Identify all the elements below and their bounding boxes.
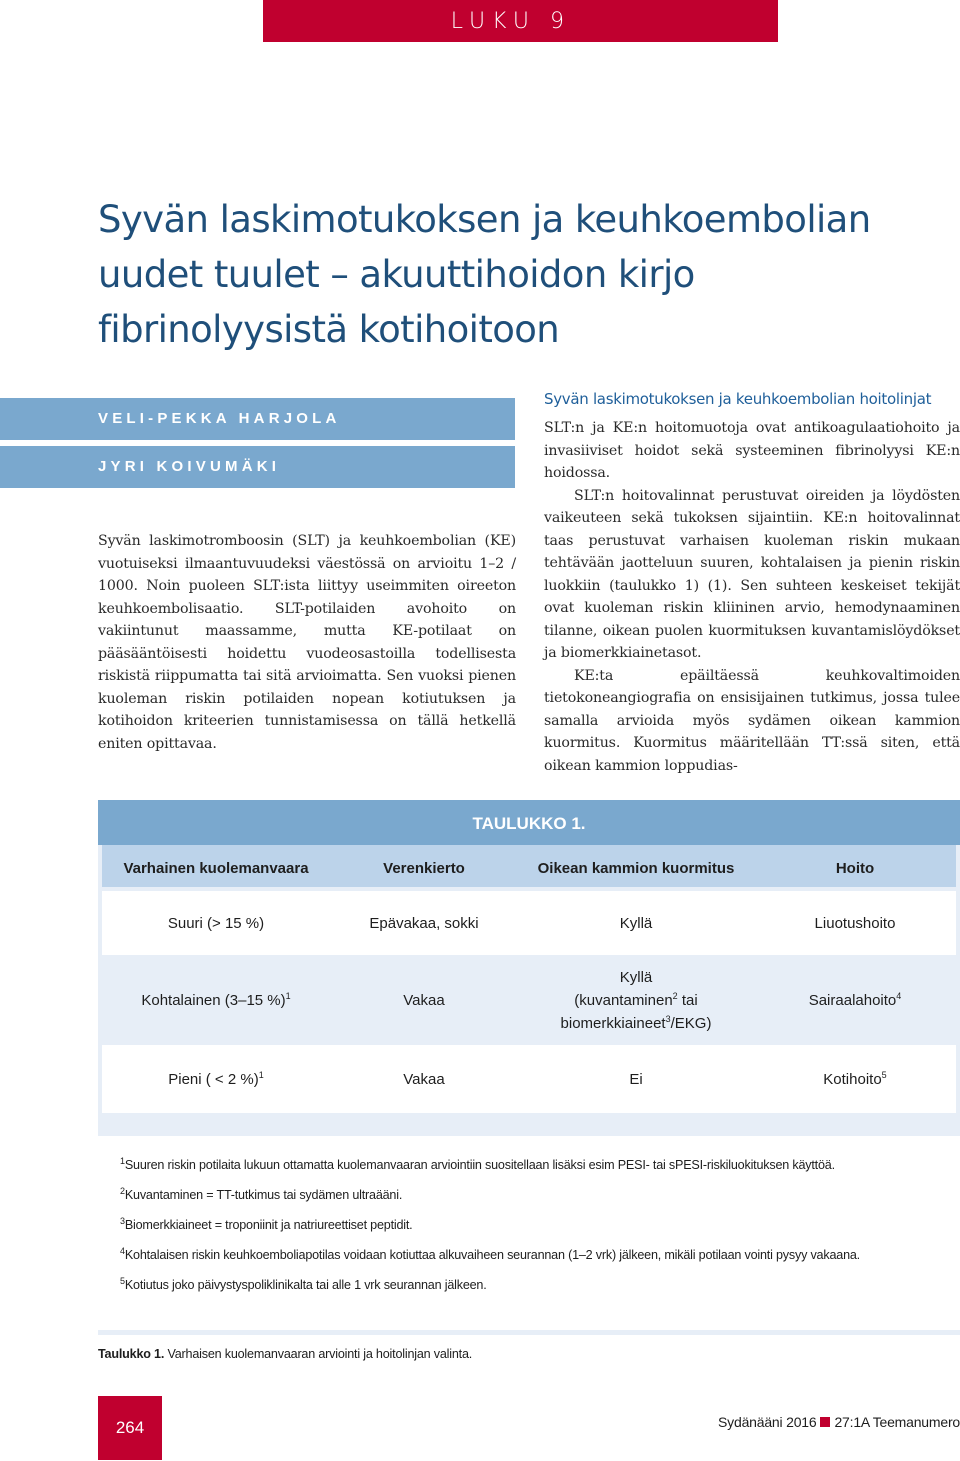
author-bar <box>0 446 515 488</box>
title-line: uudet tuulet – akuuttihoidon kirjo <box>98 253 695 296</box>
table-row <box>102 1045 956 1113</box>
table-footnotes <box>98 1136 960 1330</box>
body-paragraph: SLT:n hoitovalinnat perustuvat oireiden ja löydösten vaikeuteen sekä tukoksen sijaintiin. KE:n hoitovalinnat taas perustuvat varhaisen kuoleman riskin mukaan tehtävään jaotteluun suuren, kohtalaisen ja pienin riskin luokkiin (taulukko 1) (1). Sen suhteen keskeiset tekijät ovat kuoleman riskin kliininen arvio, hemodynaaminen tilanne, oikean puolen kuormituksen kuvantamislöydökset ja biomerkkiainetasot. <box>544 487 960 661</box>
title-line: fibrinolyysistä kotihoitoon <box>98 308 560 351</box>
journal-issue: 27:1A Teemanumero <box>834 1414 960 1430</box>
table-cell-load: Ei <box>629 1071 643 1088</box>
page-number-box <box>98 1396 162 1460</box>
body-paragraph: SLT:n ja KE:n hoitomuotoja ovat antikoagulaatiohoito ja invasiiviset hoidot sekä systeeminen fibrinolyysi KE:n hoidossa. <box>544 420 960 481</box>
table-cell-risk: Pieni ( < 2 %)$^1$ <box>168 1070 264 1088</box>
title-line: Syvän laskimotukoksen ja keuhkoembolian <box>98 198 871 241</box>
chapter-label: LUKU 9 <box>450 9 571 34</box>
table-cell-circulation: Epävakaa, sokki <box>369 915 479 932</box>
table-cell-circulation: Vakaa <box>403 992 445 1009</box>
table-cell-risk: Kohtalainen (3–15 %)$^1$ <box>141 991 291 1009</box>
table-header-row <box>102 845 956 887</box>
table-cell-treatment: Liuotushoito <box>814 915 896 932</box>
author-name: VELI-PEKKA HARJOLA <box>98 410 341 427</box>
header-cell: Oikean kammion kuormitus <box>537 860 735 877</box>
journal-name: Sydänääni 2016 <box>718 1414 817 1430</box>
table-title: TAULUKKO 1. <box>472 814 586 833</box>
author-bar <box>0 398 515 440</box>
header-cell: Varhainen kuolemanvaara <box>123 860 309 877</box>
article-title <box>98 192 928 357</box>
page-number: 264 <box>115 1418 145 1437</box>
table-cell-circulation: Vakaa <box>403 1071 445 1088</box>
author-name: JYRI KOIVUMÄKI <box>98 458 281 475</box>
table-caption: Taulukko 1. Varhaisen kuolemanvaaran arviointi ja hoitolinjan valinta. <box>98 1347 473 1361</box>
table-cell-load: Kyllä <box>619 915 653 932</box>
footer-journal <box>718 1414 960 1430</box>
body-paragraph: KE:ta epäiltäessä keuhkovaltimoiden tietokoneangiografia on ensisijainen tutkimus, jossa tulee samalla arvioida myös sydämen oikean kammion kuormitus. Kuormitus määritellään TT:ssä siten, että oikean kammion loppudias- <box>544 667 960 774</box>
table-row <box>102 955 956 1045</box>
header-cell: Hoito <box>835 860 875 877</box>
table-cell-treatment: Kotihoito$^5$ <box>823 1070 887 1088</box>
body-column <box>544 417 960 777</box>
intro-column <box>98 530 516 755</box>
square-icon <box>820 1417 830 1427</box>
footnote: $^2$Kuvantaminen = TT-tutkimus tai sydämen ultraääni. <box>120 1185 403 1202</box>
section-heading: Syvän laskimotukoksen ja keuhkoembolian hoitolinjat <box>544 390 932 408</box>
header-cell: Verenkierto <box>383 860 465 877</box>
table-cell-treatment: Sairaalahoito$^4$ <box>808 991 902 1009</box>
footnote: $^4$Kohtalaisen riskin keuhkoemboliapotilas voidaan kotiuttaa alkuvaiheen seurannan (1–2 vrk) jälkeen, mikäli potilaan vointi pysyy vakaana. <box>120 1245 860 1262</box>
table-1 <box>98 800 960 1335</box>
table-cell-risk: Suuri (> 15 %) <box>167 915 265 932</box>
footnote: $^5$Kotiutus joko päivystyspoliklinikalta tai alle 1 vrk seurannan jälkeen. <box>120 1275 487 1292</box>
chapter-tab <box>263 0 778 42</box>
table-row <box>102 891 956 955</box>
footnote: $^3$Biomerkkiaineet = troponiinit ja natriureettiset peptidit. <box>120 1215 413 1232</box>
table-title-bar <box>98 800 960 845</box>
footnote: $^1$Suuren riskin potilaita lukuun ottamatta kuolemanvaaran arviointiin suositellaan lisäksi esim PESI- tai sPESI-riskiluokituksen käyttöä. <box>120 1155 835 1172</box>
intro-paragraph: Syvän laskimotromboosin (SLT) ja keuhkoembolian (KE) vuotuiseksi ilmaantuvuudeksi väestössä on arvioitu 1–2 / 1000. Noin puoleen SLT:ista liittyy useimmiten oireeton keuhkoembolisaatio. SLT-potilaiden avohoito on vakiintunut maassamme, mutta KE-potilaat on pääsääntöisesti hoidettu vuodeosastoilla todellisesta riskistä riippumatta tai sitä arvioimatta. Sen vuoksi pienen kuoleman riskin potilaiden nopean kotiutuksen ja kotihoidon kriteerien tunnistamisessa on tällä hetkellä eniten opittavaa. <box>98 533 516 752</box>
table-cell-load: Kyllä (kuvantaminen$^2$ tai biomerkkiaineet$^3$/EKG) <box>560 969 712 1032</box>
